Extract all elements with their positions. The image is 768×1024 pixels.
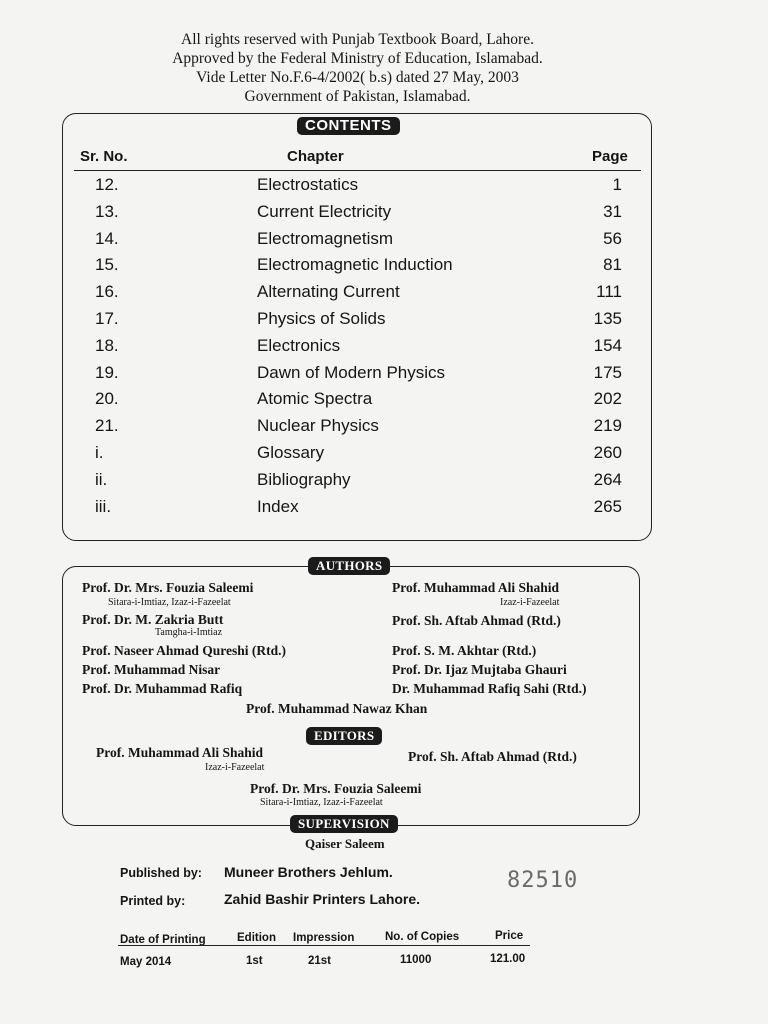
- copyright-header: [0, 30, 715, 106]
- printed-by-value: Zahid Bashir Printers Lahore.: [224, 891, 421, 907]
- page-number: 111: [596, 282, 622, 302]
- editor-title: Sitara-i-Imtiaz, Izaz-i-Fazeelat: [260, 797, 383, 808]
- table-row: [0, 360, 768, 387]
- author-name: Prof. Dr. Muhammad Rafiq: [82, 681, 243, 696]
- page-number: 135: [593, 308, 622, 328]
- sr-no: 15.: [95, 255, 119, 275]
- sr-no: 16.: [95, 282, 119, 302]
- page-number: 175: [593, 362, 622, 382]
- editor-name: Prof. Sh. Aftab Ahmad (Rtd.): [408, 749, 577, 764]
- page-number: 260: [593, 442, 622, 462]
- chapter-title: Current Electricity: [257, 201, 392, 221]
- table-row: [0, 413, 768, 440]
- chapter-title: Electromagnetic Induction: [257, 255, 453, 275]
- table-row: [0, 172, 768, 199]
- table-row: [0, 199, 768, 226]
- supervisor-name: Qaiser Saleem: [305, 836, 385, 851]
- table-row: [0, 494, 768, 521]
- table-row: [0, 306, 768, 333]
- page-number: 81: [603, 255, 622, 275]
- sr-no: 12.: [95, 175, 119, 194]
- author-name: Prof. Sh. Aftab Ahmad (Rtd.): [392, 613, 561, 628]
- chapter-title: Electronics: [257, 335, 341, 355]
- author-name: Prof. Muhammad Nawaz Khan: [246, 701, 428, 716]
- page-number: 56: [603, 228, 622, 248]
- column-header-sr-no: Sr. No.: [80, 148, 128, 165]
- table-row: [0, 226, 768, 253]
- published-by-value: Muneer Brothers Jehlum.: [224, 864, 393, 880]
- editor-name: Prof. Dr. Mrs. Fouzia Saleemi: [250, 781, 422, 796]
- sr-no: ii.: [95, 469, 108, 489]
- author-name: Prof. Naseer Ahmad Qureshi (Rtd.): [82, 643, 286, 658]
- page-number: 202: [593, 389, 622, 409]
- table-row: [0, 279, 768, 306]
- chapter-title: Dawn of Modern Physics: [257, 362, 446, 382]
- page-number: 265: [593, 496, 622, 516]
- chapter-title: Electrostatics: [257, 175, 359, 194]
- chapter-title: Electromagnetism: [257, 228, 394, 248]
- author-title: Tamgha-i-Imtiaz: [155, 627, 223, 638]
- sr-no: 17.: [95, 308, 119, 328]
- chapter-title: Glossary: [257, 442, 325, 462]
- print-info-header: No. of Copies: [385, 931, 460, 943]
- author-title: Sitara-i-Imtiaz, Izaz-i-Fazeelat: [108, 597, 231, 608]
- print-info-value: May 2014: [120, 956, 172, 968]
- page-number: 154: [593, 335, 622, 355]
- sr-no: iii.: [95, 496, 112, 516]
- print-info-value: 1st: [246, 955, 263, 967]
- chapter-title: Physics of Solids: [257, 308, 386, 328]
- column-header-page: Page: [592, 148, 628, 165]
- print-info-header: Price: [495, 930, 524, 942]
- contents-label: CONTENTS: [297, 117, 400, 135]
- published-by-label: Published by:: [120, 866, 202, 880]
- header-divider: [74, 170, 641, 171]
- sr-no: 13.: [95, 201, 119, 221]
- chapter-title: Alternating Current: [257, 282, 400, 302]
- column-header-chapter: Chapter: [287, 148, 344, 165]
- author-title: Izaz-i-Fazeelat: [500, 597, 560, 608]
- table-row: [0, 333, 768, 360]
- header-line-2: Approved by the Federal Ministry of Education, Islamabad.: [172, 50, 543, 67]
- print-info-value: 121.00: [490, 953, 526, 965]
- authors-label: AUTHORS: [308, 557, 390, 575]
- chapter-title: Index: [257, 496, 299, 516]
- stamp-number: 82510: [507, 868, 579, 893]
- editor-title: Izaz-i-Fazeelat: [205, 762, 265, 773]
- editor-name: Prof. Muhammad Ali Shahid: [96, 745, 264, 760]
- page-number: 1: [612, 175, 622, 194]
- author-name: Dr. Muhammad Rafiq Sahi (Rtd.): [392, 681, 587, 696]
- page-number: 264: [593, 469, 622, 489]
- sr-no: 21.: [95, 416, 119, 436]
- print-info-divider: [118, 945, 530, 946]
- sr-no: 14.: [95, 228, 119, 248]
- print-info-value: 11000: [400, 954, 432, 966]
- chapter-title: Atomic Spectra: [257, 389, 373, 409]
- author-name: Prof. Dr. M. Zakria Butt: [82, 612, 224, 627]
- page-number: 219: [593, 416, 622, 436]
- author-name: Prof. S. M. Akhtar (Rtd.): [392, 643, 537, 658]
- print-info-value: 21st: [308, 955, 332, 967]
- author-name: Prof. Muhammad Nisar: [82, 662, 221, 677]
- chapter-title: Nuclear Physics: [257, 416, 379, 436]
- printed-by-label: Printed by:: [120, 894, 186, 908]
- chapter-title: Bibliography: [257, 469, 351, 489]
- sr-no: i.: [95, 442, 104, 462]
- page-number: 31: [603, 201, 622, 221]
- print-info-header: Date of Printing: [120, 934, 206, 946]
- author-name: Prof. Muhammad Ali Shahid: [392, 580, 560, 595]
- contents-list: [0, 172, 768, 520]
- print-info-header: Impression: [293, 932, 355, 944]
- sr-no: 18.: [95, 335, 119, 355]
- table-row: [0, 252, 768, 279]
- sr-no: 20.: [95, 389, 119, 409]
- sr-no: 19.: [95, 362, 119, 382]
- table-row: [0, 440, 768, 467]
- author-name: Prof. Dr. Ijaz Mujtaba Ghauri: [392, 662, 567, 677]
- header-line-3: Vide Letter No.F.6-4/2002( b.s) dated 27 May, 2003: [196, 69, 519, 86]
- table-row: [0, 386, 768, 413]
- supervision-label: SUPERVISION: [290, 815, 398, 833]
- author-name: Prof. Dr. Mrs. Fouzia Saleemi: [82, 580, 254, 595]
- print-info-header: Edition: [237, 932, 276, 944]
- table-row: [0, 467, 768, 494]
- header-line-4: Government of Pakistan, Islamabad.: [244, 88, 471, 105]
- editors-label: EDITORS: [306, 727, 382, 745]
- header-line-1: All rights reserved with Punjab Textbook Board, Lahore.: [181, 31, 534, 48]
